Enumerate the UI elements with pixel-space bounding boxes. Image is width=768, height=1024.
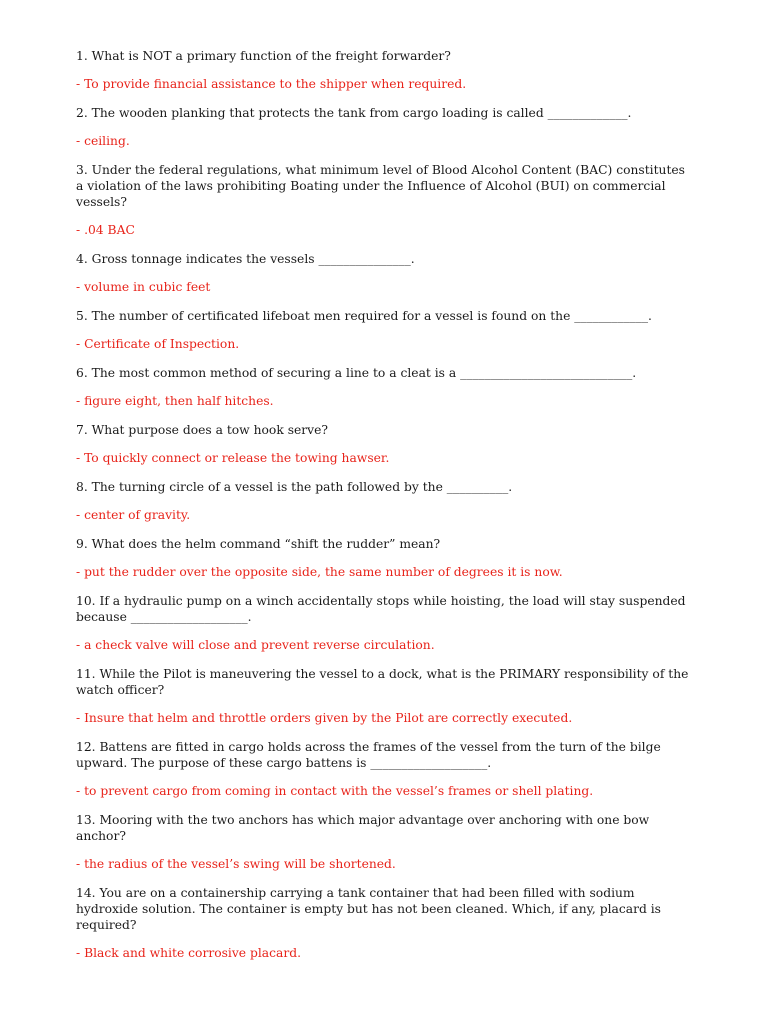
answer-2: - ceiling. bbox=[76, 134, 130, 148]
answer-12: - to prevent cargo from coming in contact with the vessel’s frames or shell plating. bbox=[76, 784, 594, 798]
question-4: 4. Gross tonnage indicates the vessels _______________. bbox=[76, 252, 415, 266]
answer-1: - To provide financial assistance to the shipper when required. bbox=[76, 77, 467, 91]
qa-item-11 bbox=[76, 666, 696, 726]
question-13: 13. Mooring with the two anchors has which major advantage over anchoring with one bow anchor? bbox=[76, 813, 650, 843]
document-page bbox=[76, 48, 696, 974]
answer-5: - Certificate of Inspection. bbox=[76, 337, 240, 351]
qa-item-14 bbox=[76, 885, 696, 961]
qa-item-9 bbox=[76, 536, 696, 580]
qa-item-1 bbox=[76, 48, 696, 92]
qa-item-7 bbox=[76, 422, 696, 466]
answer-7: - To quickly connect or release the towing hawser. bbox=[76, 451, 390, 465]
qa-item-12 bbox=[76, 739, 696, 799]
question-7: 7. What purpose does a tow hook serve? bbox=[76, 423, 328, 437]
question-1: 1. What is NOT a primary function of the freight forwarder? bbox=[76, 49, 451, 63]
question-10: 10. If a hydraulic pump on a winch accidentally stops while hoisting, the load will stay suspended because ___________________. bbox=[76, 594, 686, 624]
question-5: 5. The number of certificated lifeboat men required for a vessel is found on the ____________. bbox=[76, 309, 652, 323]
answer-8: - center of gravity. bbox=[76, 508, 191, 522]
question-11: 11. While the Pilot is maneuvering the vessel to a dock, what is the PRIMARY responsibility of the watch officer? bbox=[76, 667, 689, 697]
answer-9: - put the rudder over the opposite side, the same number of degrees it is now. bbox=[76, 565, 563, 579]
question-8: 8. The turning circle of a vessel is the path followed by the __________. bbox=[76, 480, 513, 494]
question-3: 3. Under the federal regulations, what minimum level of Blood Alcohol Content (BAC) constitutes a violation of the laws prohibiting Boating under the Influence of Alcohol (BUI) on commercial vessels? bbox=[76, 163, 685, 209]
answer-13: - the radius of the vessel’s swing will be shortened. bbox=[76, 857, 396, 871]
qa-item-3 bbox=[76, 162, 696, 238]
answer-3: - .04 BAC bbox=[76, 223, 135, 237]
answer-11: - Insure that helm and throttle orders given by the Pilot are correctly executed. bbox=[76, 711, 573, 725]
qa-item-4 bbox=[76, 251, 696, 295]
answer-14: - Black and white corrosive placard. bbox=[76, 946, 301, 960]
qa-item-6 bbox=[76, 365, 696, 409]
answer-4: - volume in cubic feet bbox=[76, 280, 211, 294]
question-14: 14. You are on a containership carrying a tank container that had been filled with sodium hydroxide solution. The container is empty but has not been cleaned. Which, if any, placard is required? bbox=[76, 886, 661, 932]
question-12: 12. Battens are fitted in cargo holds across the frames of the vessel from the turn of the bilge upward. The purpose of these cargo battens is ___________________. bbox=[76, 740, 661, 770]
answer-6: - figure eight, then half hitches. bbox=[76, 394, 274, 408]
question-6: 6. The most common method of securing a line to a cleat is a ____________________________. bbox=[76, 366, 637, 380]
qa-item-2 bbox=[76, 105, 696, 149]
qa-item-5 bbox=[76, 308, 696, 352]
qa-item-10 bbox=[76, 593, 696, 653]
qa-item-8 bbox=[76, 479, 696, 523]
qa-item-13 bbox=[76, 812, 696, 872]
answer-10: - a check valve will close and prevent reverse circulation. bbox=[76, 638, 435, 652]
question-2: 2. The wooden planking that protects the tank from cargo loading is called _____________. bbox=[76, 106, 632, 120]
question-9: 9. What does the helm command “shift the rudder” mean? bbox=[76, 537, 441, 551]
